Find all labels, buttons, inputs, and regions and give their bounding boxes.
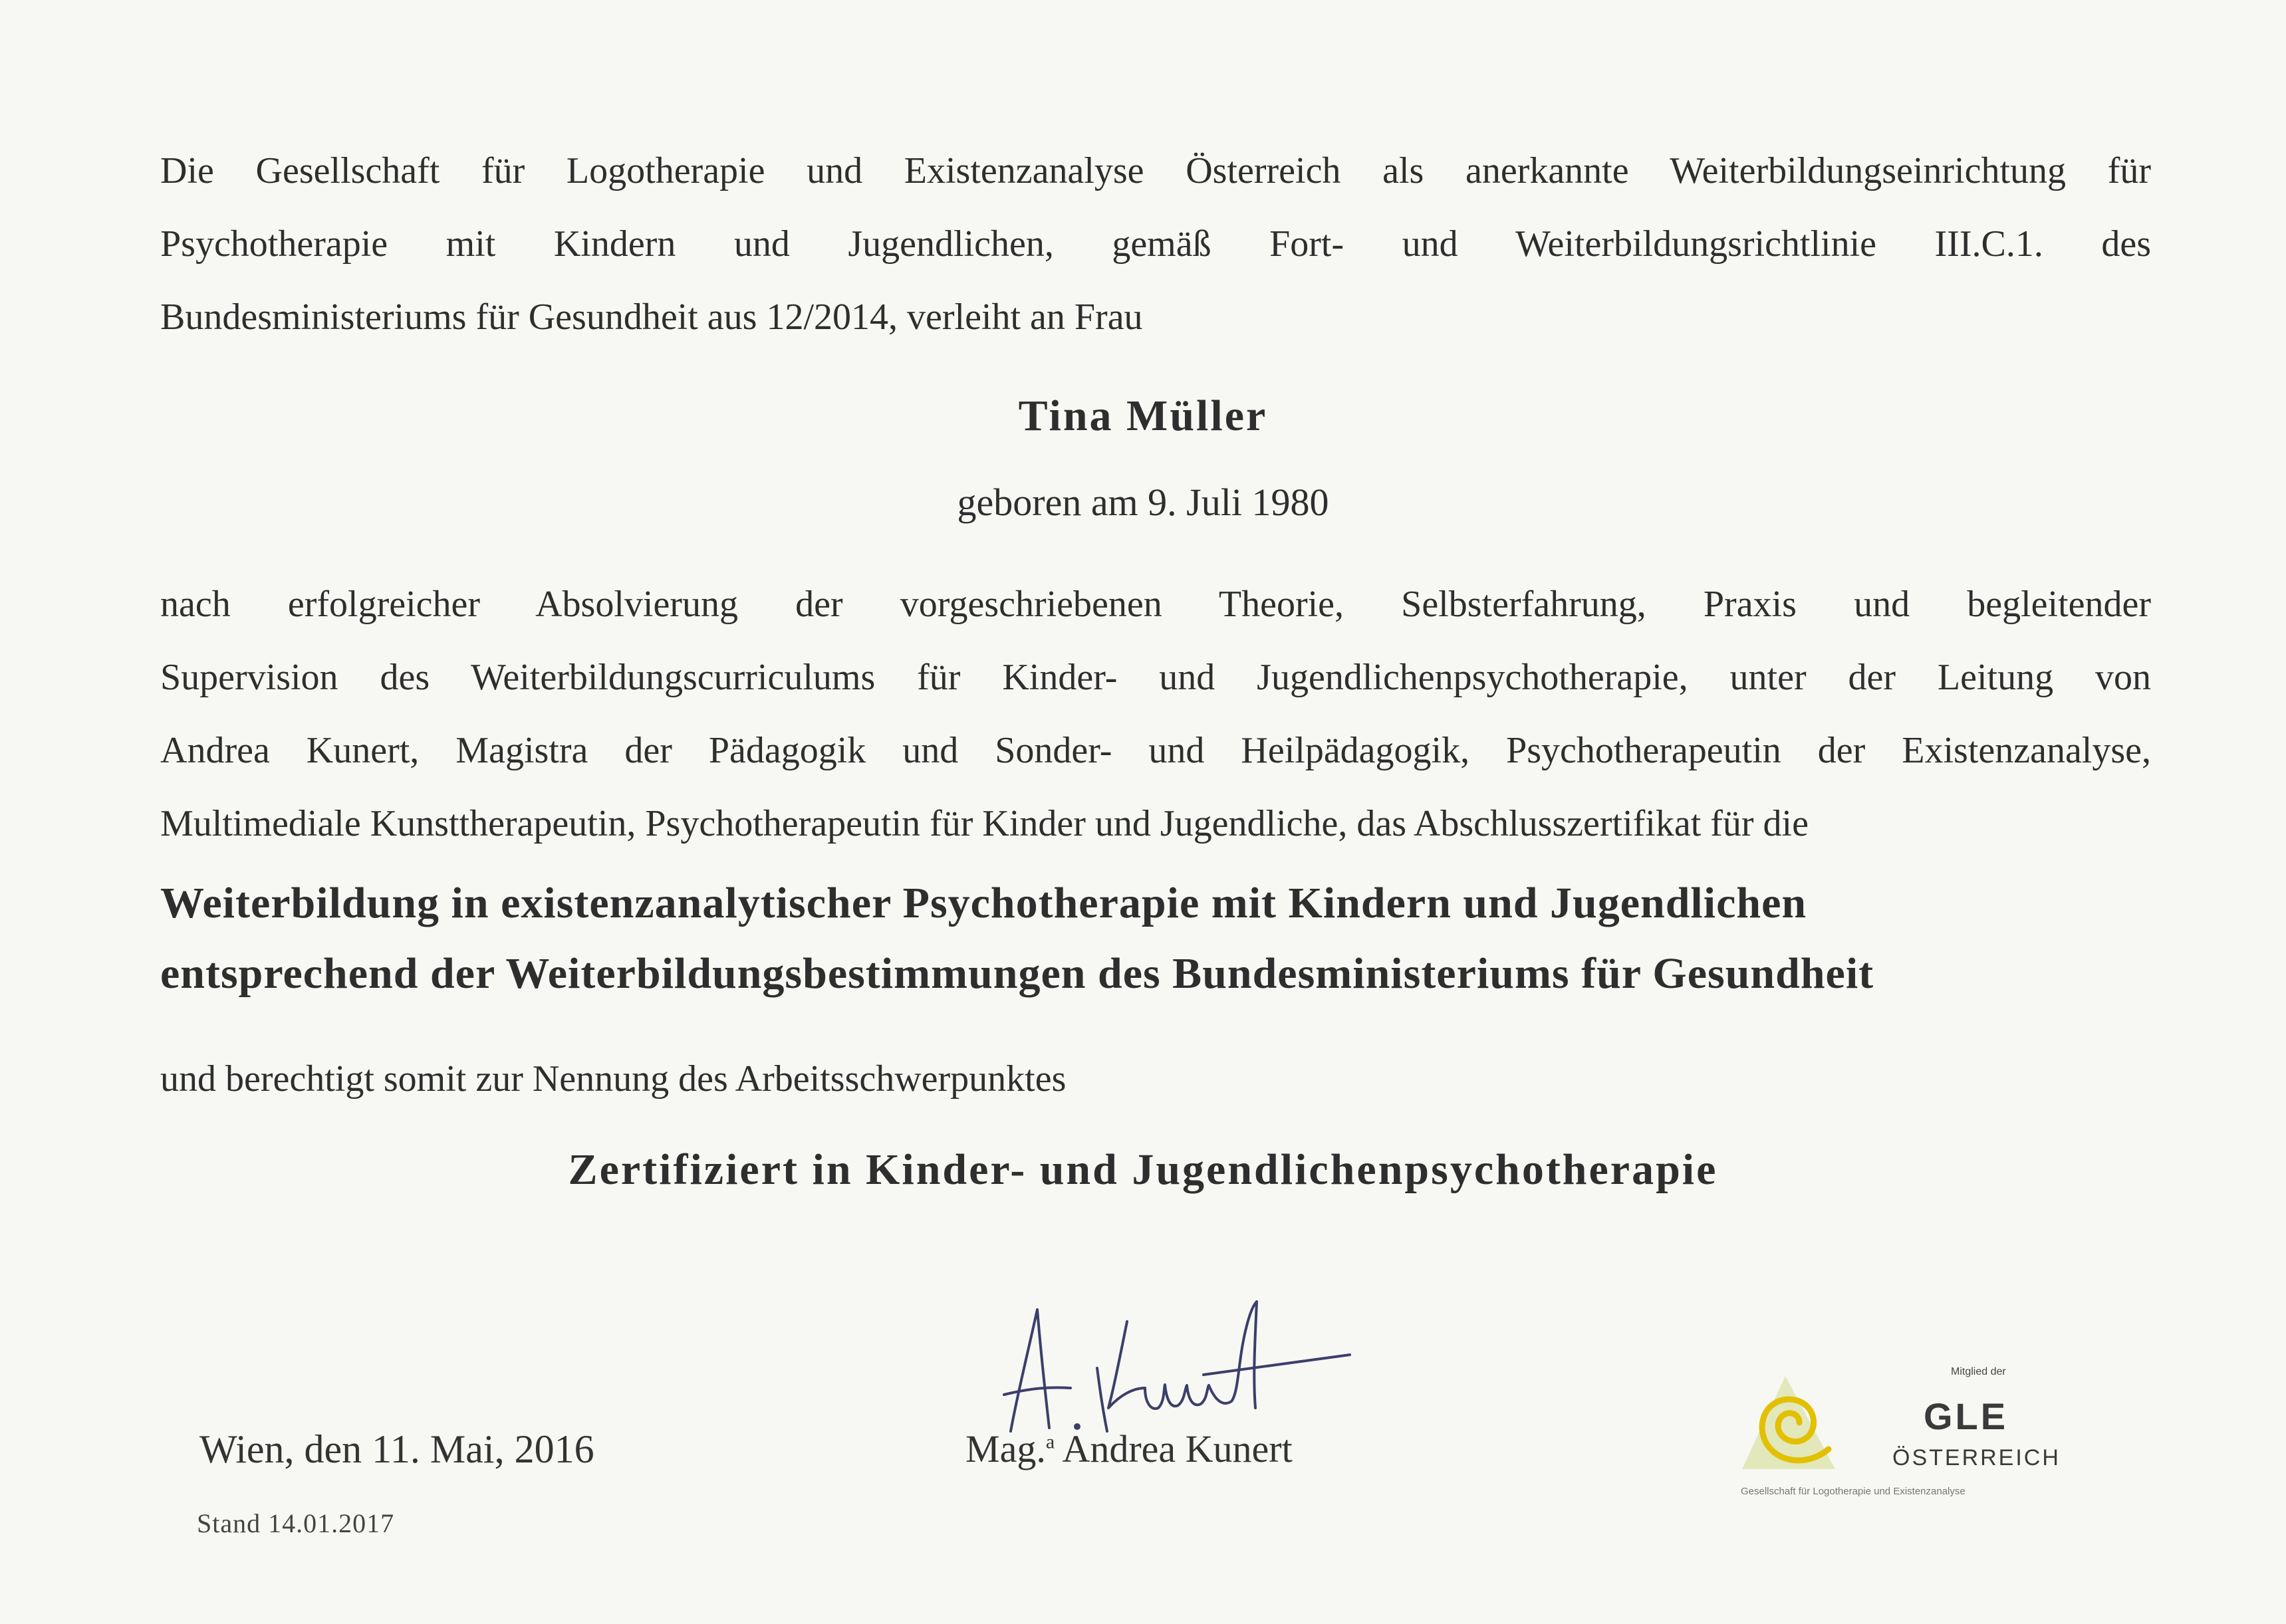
training-title-line-2: entsprechend der Weiterbildungsbestimmungen des Bundesministeriums für Gesundheit (160, 949, 1874, 998)
signer-title: Mag. (965, 1427, 1046, 1470)
signer-name (965, 1427, 1293, 1471)
logo-member-label: Mitglied der (1951, 1366, 2006, 1377)
intro-line-3: Bundesministeriums für Gesundheit aus 12/2014, verleiht an Frau (160, 296, 1143, 338)
logo-name: GLE (1924, 1395, 2009, 1437)
body-line-4: Multimediale Kunsttherapeutin, Psychotherapeutin für Kinder und Jugendliche, das Abschlusszertifikat für die (160, 803, 1809, 844)
body-line-2: Supervision des Weiterbildungscurriculums für Kinder- und Jugendlichenpsychotherapie, unter der Leitung von (160, 657, 2151, 698)
certification-heading: Zertifiziert in Kinder- und Jugendlichenpsychotherapie (568, 1145, 1718, 1194)
intro-paragraph (160, 134, 2151, 354)
place-and-date: Wien, den 11. Mai, 2016 (199, 1427, 594, 1471)
handwritten-signature (971, 1295, 1370, 1448)
body-line-3: Andrea Kunert, Magistra der Pädagogik und Sonder- und Heilpädagogik, Psychotherapeutin der Existenzanalyse, (160, 730, 2151, 771)
revision-date: Stand 14.01.2017 (197, 1508, 395, 1538)
intro-line-1: Die Gesellschaft für Logotherapie und Existenzanalyse Österreich als anerkannte Weiterbildungseinrichtung für (160, 150, 2151, 191)
intro-line-2: Psychotherapie mit Kindern und Jugendlichen, gemäß Fort- und Weiterbildungsrichtlinie III.C.1. des (160, 223, 2151, 265)
signer-title-superscript: a (1045, 1431, 1055, 1453)
entitlement-text: und berechtigt somit zur Nennung des Arbeitsschwerpunktes (160, 1058, 1067, 1100)
signer-full-name: Andrea Kunert (1062, 1427, 1293, 1470)
training-title-line-1: Weiterbildung in existenzanalytischer Psychotherapie mit Kindern und Jugendlichen (160, 879, 1807, 927)
logo-subtitle: Gesellschaft für Logotherapie und Existenzanalyse (1741, 1486, 1966, 1497)
recipient-birthdate: geboren am 9. Juli 1980 (957, 481, 1329, 524)
body-paragraph (160, 568, 2151, 860)
recipient-name: Tina Müller (1018, 392, 1268, 440)
logo-country: ÖSTERREICH (1892, 1445, 2061, 1470)
body-line-1: nach erfolgreicher Absolvierung der vorgeschriebenen Theorie, Selbsterfahrung, Praxis und begleitender (160, 584, 2151, 625)
